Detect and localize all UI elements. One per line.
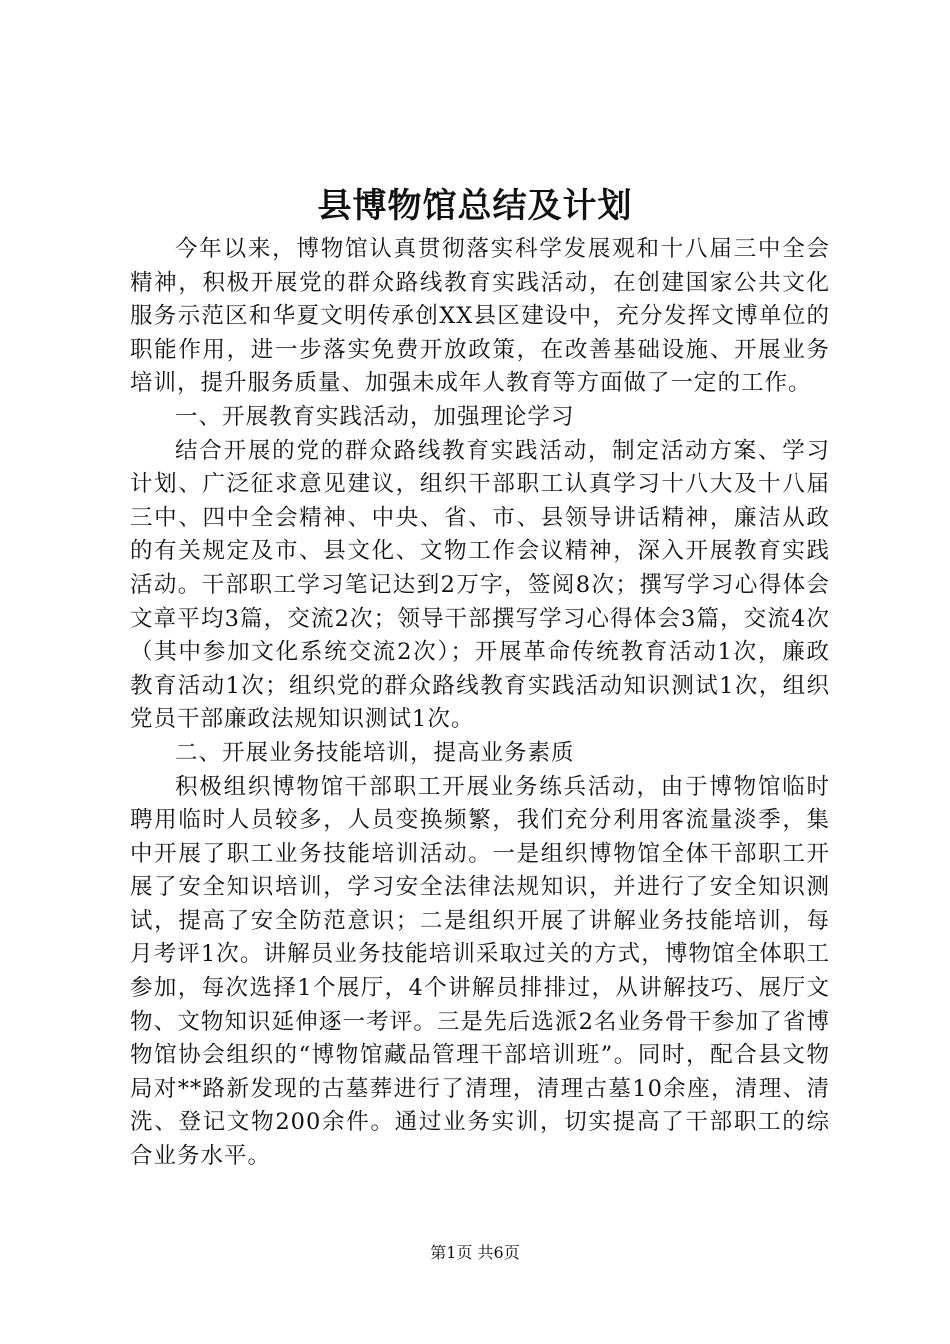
paragraph-section-1: 结合开展的党的群众路线教育实践活动，制定活动方案、学习计划、广泛征求意见建议，组织干部职工认真学习十八大及十八届三中、四中全会精神、中央、省、市、县领导讲话精神，廉洁从政的有关规定及市、县文化、文物工作会议精神，深入开展教育实践活动。干部职工学习笔记达到2万字，签阅8次；撰写学习心得体会文章平均3篇，交流2次；领导干部撰写学习心得体会3篇，交流4次（其中参加文化系统交流2次）；开展革命传统教育活动1次，廉政教育活动1次；组织党的群众路线教育实践活动知识测试1次，组织党员干部廉政法规知识测试1次。 [130, 437, 830, 733]
paragraph-intro: 今年以来，博物馆认真贯彻落实科学发展观和十八届三中全会精神，积极开展党的群众路线教育实践活动，在创建国家公共文化服务示范区和华夏文明传承创XX县区建设中，充分发挥文博单位的职能作用，进一步落实免费开放政策，在改善基础设施、开展业务培训，提升服务质量、加强未成年人教育等方面做了一定的工作。 [130, 236, 830, 397]
paragraph-section-2: 积极组织博物馆干部职工开展业务练兵活动，由于博物馆临时聘用临时人员较多，人员变换频繁，我们充分利用客流量淡季，集中开展了职工业务技能培训活动。一是组织博物馆全体干部职工开展了安全知识培训，学习安全法律法规知识，并进行了安全知识测试，提高了安全防范意识；二是组织开展了讲解业务技能培训，每月考评1次。讲解员业务技能培训采取过关的方式，博物馆全体职工参加，每次选择1个展厅，4个讲解员排排过，从讲解技巧、展厅文物、文物知识延伸逐一考评。三是先后选派2名业务骨干参加了省博物馆协会组织的“博物馆藏品管理干部培训班”。同时，配合县文物局对**路新发现的古墓葬进行了清理，清理古墓10余座，清理、清洗、登记文物200余件。通过业务实训，切实提高了干部职工的综合业务水平。 [130, 773, 830, 1170]
document-body [130, 233, 830, 1174]
page-footer: 第1页 共6页 [430, 1243, 520, 1262]
section-heading-2: 二、开展业务技能培训，提高业务素质 [175, 739, 575, 766]
page-title: 县博物馆总结及计划 [317, 186, 633, 226]
section-heading-1: 一、开展教育实践活动，加强理论学习 [175, 403, 575, 430]
